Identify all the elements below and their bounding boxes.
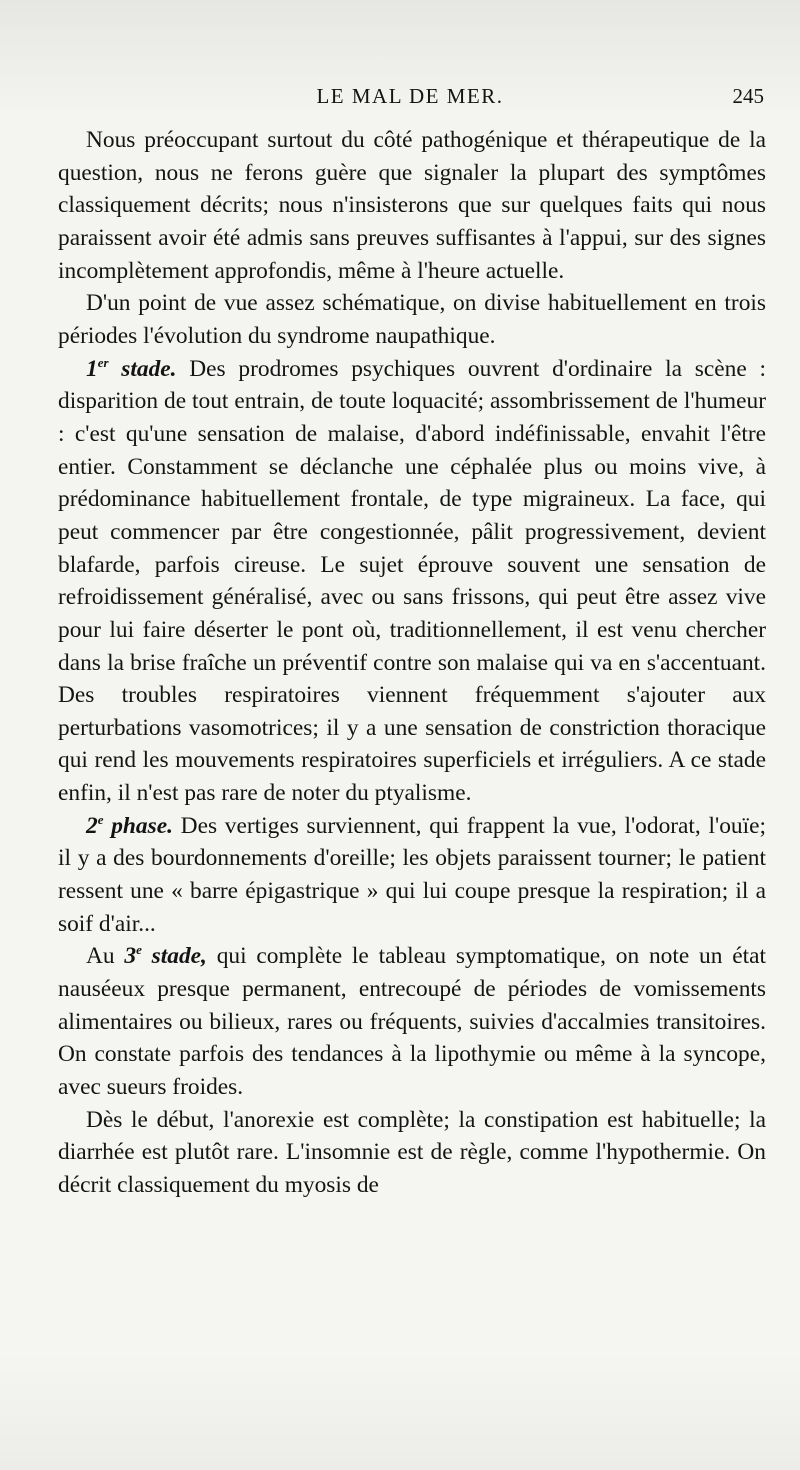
ordinal-suffix: e [97,811,104,827]
page-header [56,84,764,114]
stage-number: 3 [124,943,137,970]
ordinal-suffix: er [97,354,109,370]
paragraph-text: D'un point de vue assez schématique, on divise habituellement en trois périodes l'évolution du syndrome naupathique. [58,290,766,349]
stage-word: stade, [141,943,207,970]
paragraph-1 [58,124,766,287]
paragraph-6 [58,1104,766,1202]
body-text [58,124,766,1202]
phase-heading [86,813,173,839]
stage-heading [124,943,207,969]
paragraph-2 [58,287,766,352]
paragraph-text: Des vertiges surviennent, qui frappent la vue, l'odorat, l'ouïe; il y a des bourdonnements d'oreille; les objets paraissent tourner; le patient ressent une « barre épigastrique » qui lui coupe presque la respiration; il a soif d'air... [58,812,766,937]
paragraph-phase-2 [58,810,766,941]
paragraph-stage-1 [58,353,766,810]
phase-word: phase. [111,812,173,839]
paragraph-stage-3 [58,940,766,1103]
paragraph-text: Dès le début, l'anorexie est complète; la constipation est habituelle; la diarrhée est plutôt rare. L'insomnie est de règle, comme l'hypothermie. On décrit classiquement du myosis de [58,1106,766,1198]
phase-number: 2 [86,812,98,839]
running-title: LE MAL DE MER. [316,84,504,108]
paragraph-text: qui complète le tableau symptomatique, on note un état nauséeux presque permanent, entrecoupé de périodes de vomissements alimentaires ou bilieux, rares ou fréquents, suivies d'accalmies transitoires. On constate parfois des tendances à la lipothymie ou même à la syncope, avec sueurs froides. [58,943,766,1101]
paragraph-text: Des prodromes psychiques ouvrent d'ordinaire la scène : disparition de tout entrain, de toute loquacité; assombrissement de l'humeur : c'est qu'une sensation de malaise, d'abord indéfinissable, envahit l'être entier. Constamment se déclanche une céphalée plus ou moins vive, à prédominance habituellement frontale, de type migraineux. La face, qui peut commencer par être congestionnée, pâlit progressivement, devient blafarde, parfois cireuse. Le sujet éprouve souvent une sensation de refroidissement généralisé, avec ou sans frissons, qui peut être assez vive pour lui faire déserter le pont où, traditionnellement, il est venu chercher dans la brise fraîche un préventif contre son malaise qui va en s'accentuant. Des troubles respiratoires viennent fréquemment s'ajouter aux perturbations vasomotrices; il y a une sensation de constriction thoracique qui rend les mouvements respiratoires superficiels et irréguliers. A ce stade enfin, il n'est pas rare de noter du ptyalisme. [58,355,766,807]
page-number: 245 [732,84,764,108]
stage-heading [86,356,177,382]
lead-prefix: Au [86,943,125,970]
stage-number: 1 [86,355,98,382]
stage-word: stade. [121,355,177,382]
ordinal-suffix: e [136,942,142,958]
paragraph-text: Nous préoccupant surtout du côté pathogénique et thérapeutique de la question, nous ne ferons guère que signaler la plupart des symptômes classiquement décrits; nous n'insisterons que sur quelques faits qui nous paraissent avoir été admis sans preuves suffisantes à l'appui, sur des signes incomplètement approfondis, même à l'heure actuelle. [58,127,766,284]
